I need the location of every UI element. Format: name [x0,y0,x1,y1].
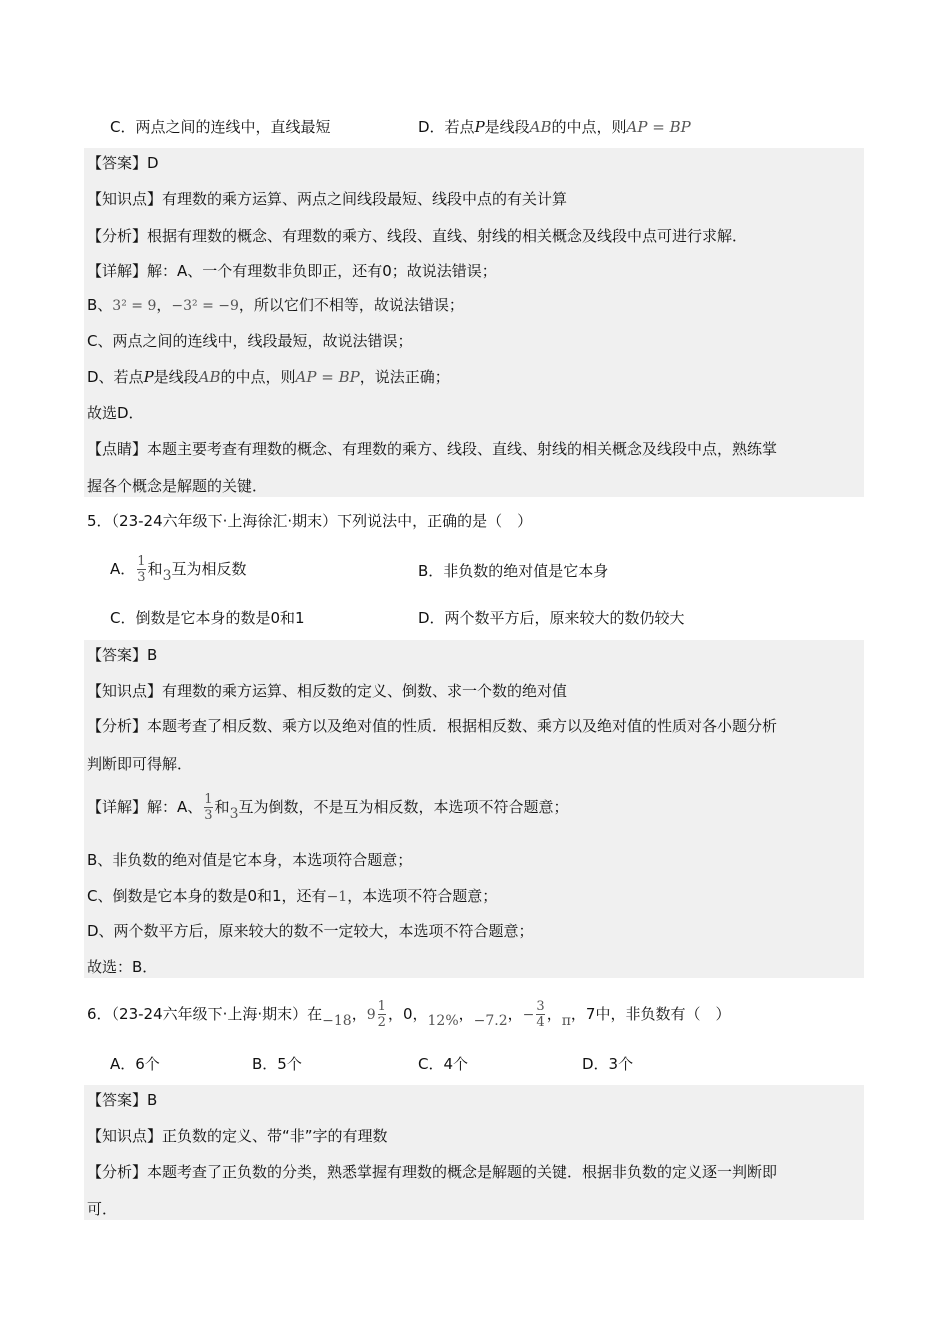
q5-conclusion: 故选：B． [87,958,158,976]
q4-analysis: 【分析】根据有理数的概念、有理数的乘方、线段、直线、射线的相关概念及线段中点可进行求解． [87,227,748,245]
q6-option-d: D．3个 [582,1055,634,1073]
q6-option-a: A．6个 [110,1055,160,1073]
q4-comment-1: 【点睛】本题主要考查有理数的概念、有理数的乘方、线段、直线、射线的相关概念及线段中点，熟练掌 [87,440,778,458]
fraction-one-third: $\frac{1}{3}$ [137,554,146,585]
fraction-one-third: $\frac{1}{3}$ [204,792,213,823]
q5-detail-a: 【详解】解：A、 $\frac{1}{3}$ 和3互为倒数，不是互为相反数，本选项不符合题意； [87,792,569,823]
q4-conclusion: 故选D． [87,404,144,422]
q6-analysis-1: 【分析】本题考查了正负数的分类，熟悉掌握有理数的概念是解题的关键．根据非负数的定义逐一判断即 [87,1163,778,1181]
q4-detail-a: 【详解】解：A、一个有理数非负即正，还有0；故说法错误； [87,262,497,280]
q4-option-c: C．两点之间的连线中，直线最短 [110,118,331,136]
q4-comment-2: 握各个概念是解题的关键． [87,477,268,495]
q5-stem: 5．（23-24六年级下·上海徐汇·期末）下列说法中，正确的是（ ） [87,512,533,530]
q5-option-d: D．两个数平方后，原来较大的数仍较大 [418,609,685,627]
fraction-one-half: $\frac{1}{2}$ [377,999,386,1030]
q4-answer: 【答案】D [87,154,159,172]
q5-detail-b: B、非负数的绝对值是它本身，本选项符合题意； [87,851,413,869]
q4-option-d: D．若点P是线段AB的中点，则AP = BP [418,118,691,136]
q6-knowledge: 【知识点】正负数的定义、带“非”字的有理数 [87,1127,388,1145]
q5-answer: 【答案】B [87,646,158,664]
q6-answer: 【答案】B [87,1091,158,1109]
q5-detail-d: D、两个数平方后，原来较大的数不一定较大，本选项不符合题意； [87,922,534,940]
q4-detail-b: B、3² = 9，−3² = −9，所以它们不相等，故说法错误； [87,296,464,314]
q5-option-a: A． $\frac{1}{3}$ 和3互为相反数 [110,554,247,585]
q5-knowledge: 【知识点】有理数的乘方运算、相反数的定义、倒数、求一个数的绝对值 [87,682,568,700]
answer-block-q6 [84,1085,864,1220]
q5-analysis-1: 【分析】本题考查了相反数、乘方以及绝对值的性质．根据相反数、乘方以及绝对值的性质对各小题分析 [87,717,778,735]
q5-option-c: C．倒数是它本身的数是0和1 [110,609,305,627]
q4-detail-c: C、两点之间的连线中，线段最短，故说法错误； [87,332,413,350]
q6-analysis-2: 可． [87,1200,118,1218]
q6-option-b: B．5个 [252,1055,302,1073]
q6-option-c: C．4个 [418,1055,469,1073]
q4-knowledge: 【知识点】有理数的乘方运算、两点之间线段最短、线段中点的有关计算 [87,190,568,208]
fraction-three-quarters: $\frac{3}{4}$ [536,999,545,1030]
q5-analysis-2: 判断即可得解． [87,755,193,773]
q4-detail-d: D、若点P是线段AB的中点，则AP = BP，说法正确； [87,368,450,386]
q5-option-b: B．非负数的绝对值是它本身 [418,562,609,580]
q6-stem: 6．（23-24六年级下·上海·期末）在−18，9 $\frac{1}{2}$ ，0，12%，−7.2，− $\frac{3}{4}$ ，π，7中，非负数有（ ） [87,999,731,1030]
q5-detail-c: C、倒数是它本身的数是0和1，还有−1，本选项不符合题意； [87,887,498,905]
